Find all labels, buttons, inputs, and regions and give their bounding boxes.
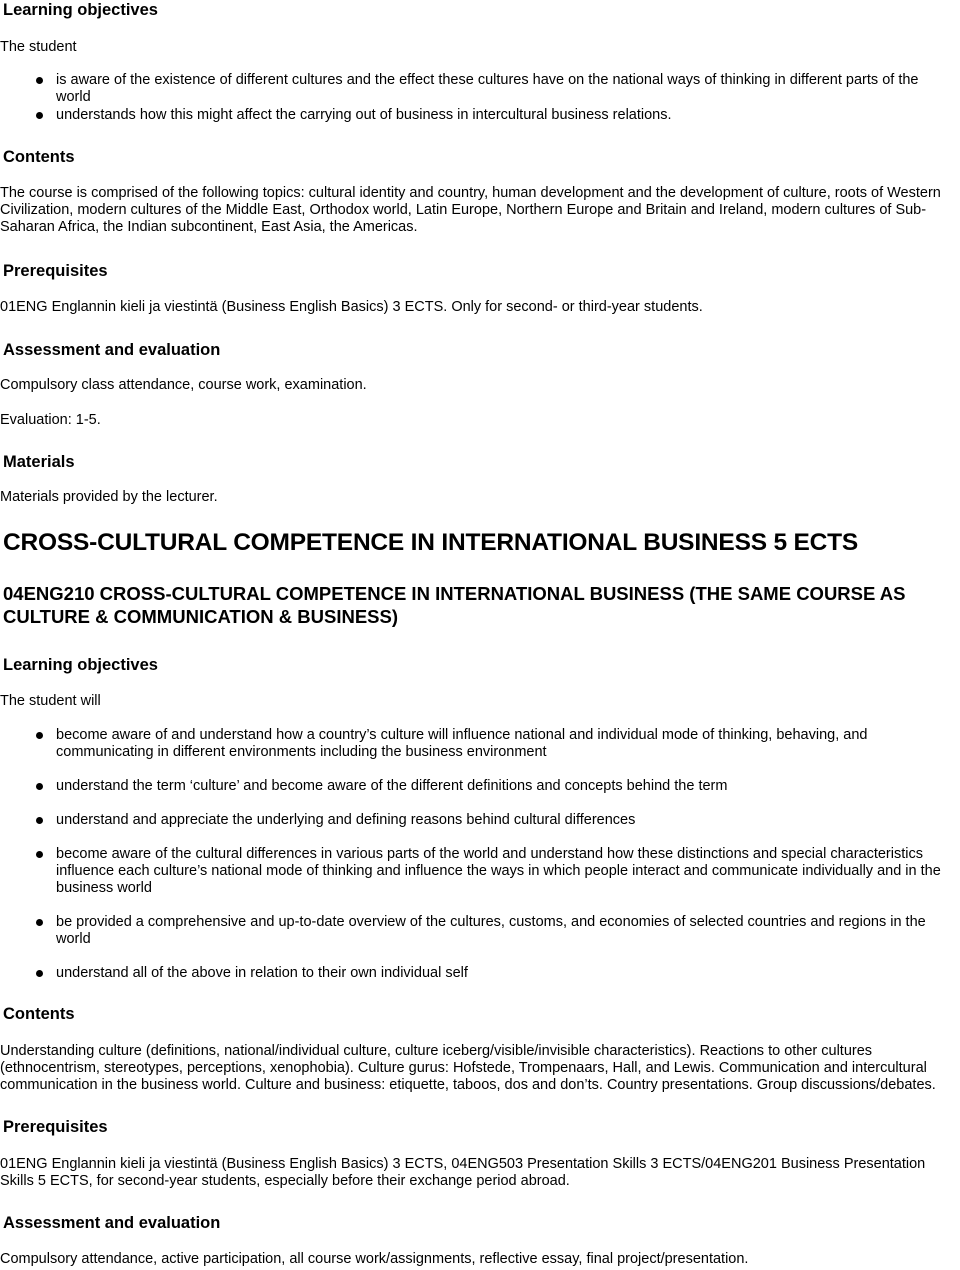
assessment-heading: Assessment and evaluation: [3, 1214, 221, 1232]
materials-text: Materials provided by the lecturer.: [0, 489, 218, 505]
list-item-text: understand the term ‘culture’ and become aware of the different definitions and concepts behind the term: [56, 778, 728, 794]
bullet-icon: [36, 77, 43, 84]
assessment-heading: Assessment and evaluation: [3, 341, 221, 359]
list-item-text: be provided a comprehensive and up-to-date overview of the cultures, customs, and economies of selected countries and regions in the world: [56, 914, 926, 947]
bullet-icon: [36, 919, 43, 926]
student-intro: The student: [0, 39, 77, 55]
assessment-text: Compulsory class attendance, course work, examination.: [0, 377, 367, 393]
bullet-icon: [36, 851, 43, 858]
list-item-text: understand and appreciate the underlying and defining reasons behind cultural differences: [56, 812, 636, 828]
list-item-text: understands how this might affect the carrying out of business in intercultural business relations.: [56, 107, 672, 123]
bullet-icon: [36, 732, 43, 739]
course-subtitle: 04ENG210 CROSS-CULTURAL COMPETENCE IN INTERNATIONAL BUSINESS (THE SAME COURSE AS CULTURE & COMMUNICATION & BUSINESS): [3, 583, 906, 627]
contents-heading: Contents: [3, 148, 75, 166]
contents-heading: Contents: [3, 1005, 75, 1023]
student-intro: The student will: [0, 693, 101, 709]
list-item-text: become aware of and understand how a country’s culture will influence national and individual mode of thinking, behaving, and communicating in different environments including the business environment: [56, 727, 868, 760]
course-title: CROSS-CULTURAL COMPETENCE IN INTERNATIONAL BUSINESS 5 ECTS: [3, 529, 859, 556]
prerequisites-heading: Prerequisites: [3, 262, 108, 280]
learning-objectives-heading: Learning objectives: [3, 1, 158, 19]
list-item-text: understand all of the above in relation to their own individual self: [56, 965, 468, 981]
prerequisites-heading: Prerequisites: [3, 1118, 108, 1136]
materials-heading: Materials: [3, 453, 75, 471]
bullet-icon: [36, 783, 43, 790]
bullet-icon: [36, 817, 43, 824]
evaluation-text: Evaluation: 1-5.: [0, 412, 101, 428]
bullet-icon: [36, 970, 43, 977]
list-item-text: become aware of the cultural differences in various parts of the world and understand how these distinctions and special characteristics influence each culture’s national mode of thinking and influence the ways in which people interact and communicate individually and in the business world: [56, 846, 941, 896]
contents-text: The course is comprised of the following topics: cultural identity and country, human development and the development of culture, roots of Western Civilization, modern cultures of the Middle East, Orthodox world, Latin Europe, Northern Europe and Britain and Ireland, modern cultures of Sub-Saharan Africa, the Indian subcontinent, East Asia, the Americas.: [0, 185, 941, 235]
contents-text: Understanding culture (definitions, national/individual culture, culture iceberg/visible/invisible characteristics). Reactions to other cultures (ethnocentrism, stereotypes, perceptions, xenophobia). Culture gurus: Hofstede, Trompenaars, Hall, and Lewis. Communication and intercultural communication in the business world. Culture and business: etiquette, taboos, dos and don’ts. Country presentations. Group discussions/debates.: [0, 1043, 936, 1093]
bullet-icon: [36, 112, 43, 119]
learning-objectives-heading: Learning objectives: [3, 656, 158, 674]
list-item-text: is aware of the existence of different cultures and the effect these cultures have on the national ways of thinking in different parts of the world: [56, 72, 919, 105]
prerequisites-text: 01ENG Englannin kieli ja viestintä (Business English Basics) 3 ECTS. Only for second- or third-year students.: [0, 299, 703, 315]
prerequisites-text: 01ENG Englannin kieli ja viestintä (Business English Basics) 3 ECTS, 04ENG503 Presentation Skills 3 ECTS/04ENG201 Business Presentation Skills 5 ECTS, for second-year students, especially before their exchange period abroad.: [0, 1156, 926, 1189]
assessment-text: Compulsory attendance, active participation, all course work/assignments, reflective essay, final project/presentation.: [0, 1251, 749, 1267]
